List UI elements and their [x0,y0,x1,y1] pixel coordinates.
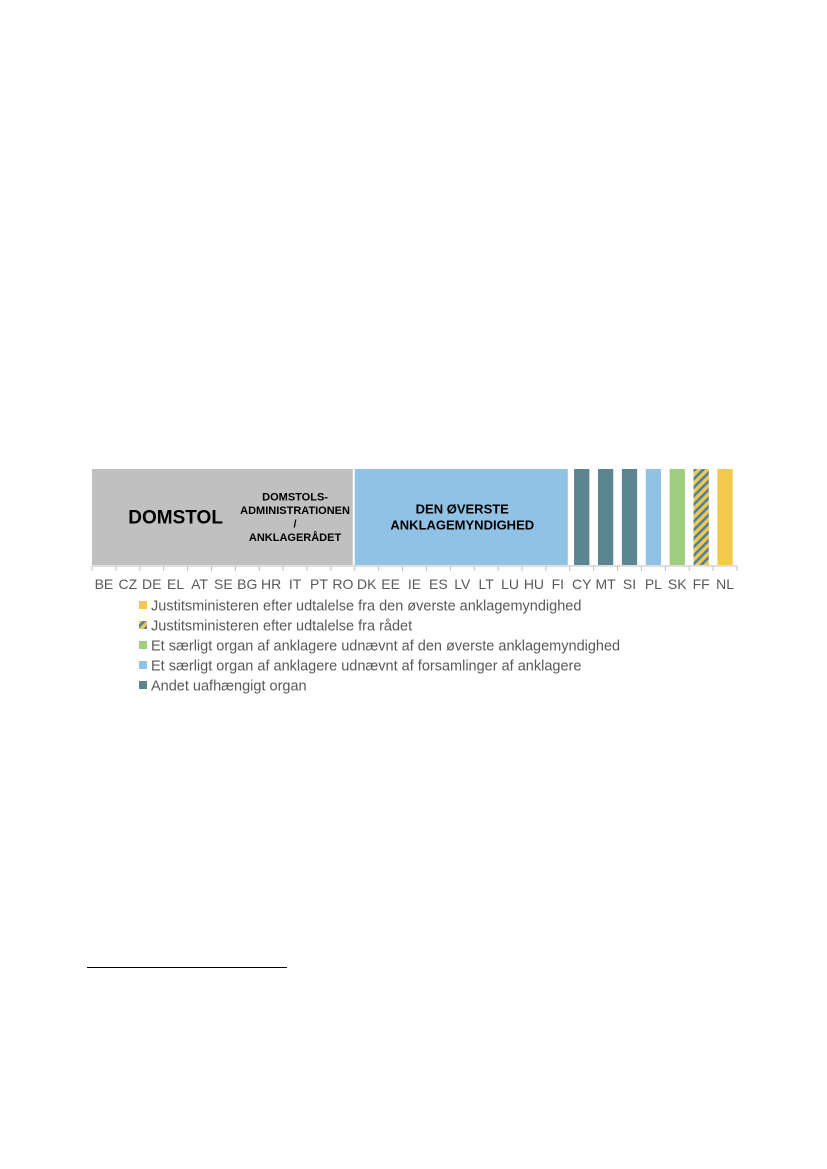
x-tick-label-mt: MT [595,576,616,592]
bar-ff [694,469,709,565]
group-label-2: DEN ØVERSTE ANKLAGEMYNDIGHED [390,501,535,533]
x-tick-label-se: SE [214,576,233,592]
legend-swatch-assemblies [139,661,147,669]
x-tick-label-lv: LV [454,576,471,592]
x-tick-label-ee: EE [381,576,400,592]
bar-mt [598,469,613,565]
x-axis [92,566,737,592]
x-tick-label-at: AT [191,576,208,592]
group-label-0: DOMSTOL [128,507,223,529]
x-tick-label-si: SI [622,576,637,592]
x-tick-label-es: ES [429,576,448,592]
legend-label-special_top: Et særligt organ af anklagere udnævnt af den øverste anklagemyndighed [151,638,621,655]
bars-layer [92,469,733,565]
x-tick-label-cy: CY [571,576,592,592]
x-tick-label-it: IT [288,576,302,592]
footnote-separator [87,967,287,968]
legend [139,599,620,695]
legend-label-minister_top: Justitsministeren efter udtalelse fra den øverste anklagemyndighed [151,598,582,615]
bar-sk [670,469,685,565]
x-tick-label-hu: HU [523,576,545,592]
legend-label-independent: Andet uafhængigt organ [151,678,307,695]
x-tick-label-ff: FF [692,576,710,592]
x-tick-label-dk: DK [356,576,377,592]
x-tick-label-bg: BG [237,576,258,592]
legend-swatch-independent [139,681,147,689]
legend-swatch-minister_top [139,601,147,609]
x-tick-label-de: DE [141,576,162,592]
group-label-1: DOMSTOLS-ADMINISTRATIONEN / ANKLAGERÅDET [240,491,350,544]
bar-pl [646,469,661,565]
x-tick-label-be: BE [94,576,114,592]
x-tick-label-cz: CZ [118,576,138,592]
x-tick-label-ie: IE [407,576,422,592]
bar-nl [717,469,732,565]
x-tick-label-sk: SK [667,576,687,592]
legend-label-minister_council: Justitsministeren efter udtalelse fra rådet [151,618,413,635]
legend-swatch-minister_council [139,621,147,629]
x-tick-label-fi: FI [551,576,565,592]
bar-cy [574,469,589,565]
x-tick-label-el: EL [167,576,185,592]
x-tick-label-pt: PT [309,576,328,592]
bar-si [622,469,637,565]
x-tick-label-nl: NL [716,576,735,592]
x-tick-label-lt: LT [478,576,494,592]
legend-label-assemblies: Et særligt organ af anklagere udnævnt af forsamlinger af anklagere [151,658,582,675]
legend-swatch-special_top [139,641,147,649]
x-tick-label-pl: PL [644,576,662,592]
x-tick-label-lu: LU [501,576,520,592]
x-tick-label-hr: HR [261,576,282,592]
x-tick-label-ro: RO [332,576,354,592]
